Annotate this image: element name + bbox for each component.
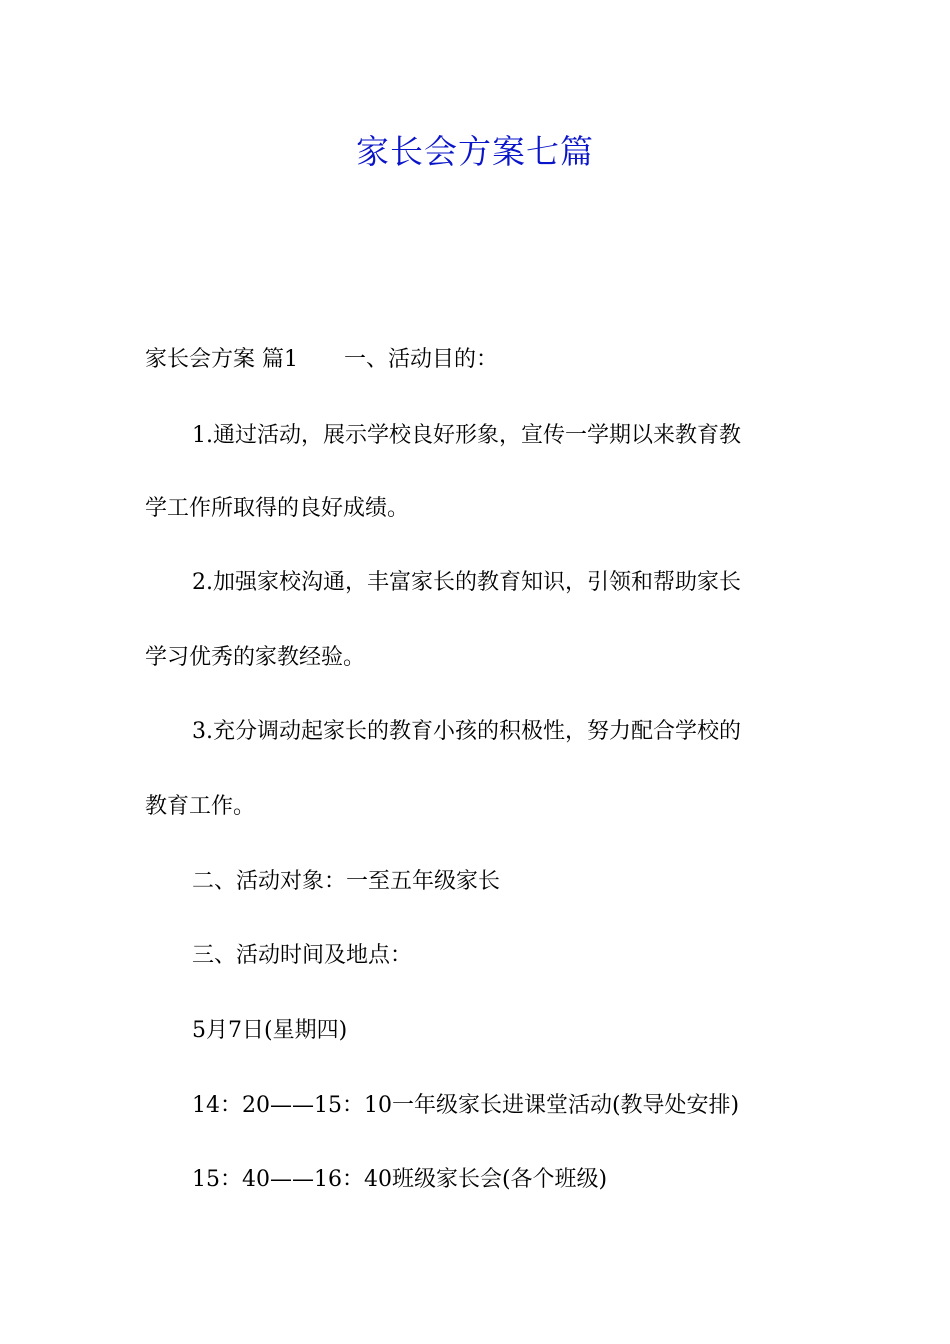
section-heading-line [145,345,825,375]
paragraph-3-line-2: 教育工作。 [145,794,256,819]
event-date: 5月7日(星期四) [192,1018,348,1043]
page-title: 家长会方案七篇 [356,132,594,171]
schedule-item-1: 14：20——15：10一年级家长进课堂活动(教导处安排) [192,1093,740,1118]
heading-activity-purpose: 一、活动目的： [344,347,499,372]
paragraph-2-line-2: 学习优秀的家教经验。 [145,645,366,670]
section-heading: 家长会方案 篇1 [145,347,298,372]
paragraph-1-line-1: 1.通过活动，展示学校良好形象，宣传一学期以来教育教 [192,423,741,448]
schedule-item-2: 15：40——16：40班级家长会(各个班级) [192,1167,608,1192]
paragraph-3-line-1: 3.充分调动起家长的教育小孩的积极性，努力配合学校的 [192,719,741,744]
paragraph-2-line-1: 2.加强家校沟通，丰富家长的教育知识，引领和帮助家长 [192,570,741,595]
heading-activity-target: 二、活动对象：一至五年级家长 [192,869,501,894]
heading-time-location: 三、活动时间及地点： [192,943,413,968]
paragraph-1-line-2: 学工作所取得的良好成绩。 [145,496,410,521]
